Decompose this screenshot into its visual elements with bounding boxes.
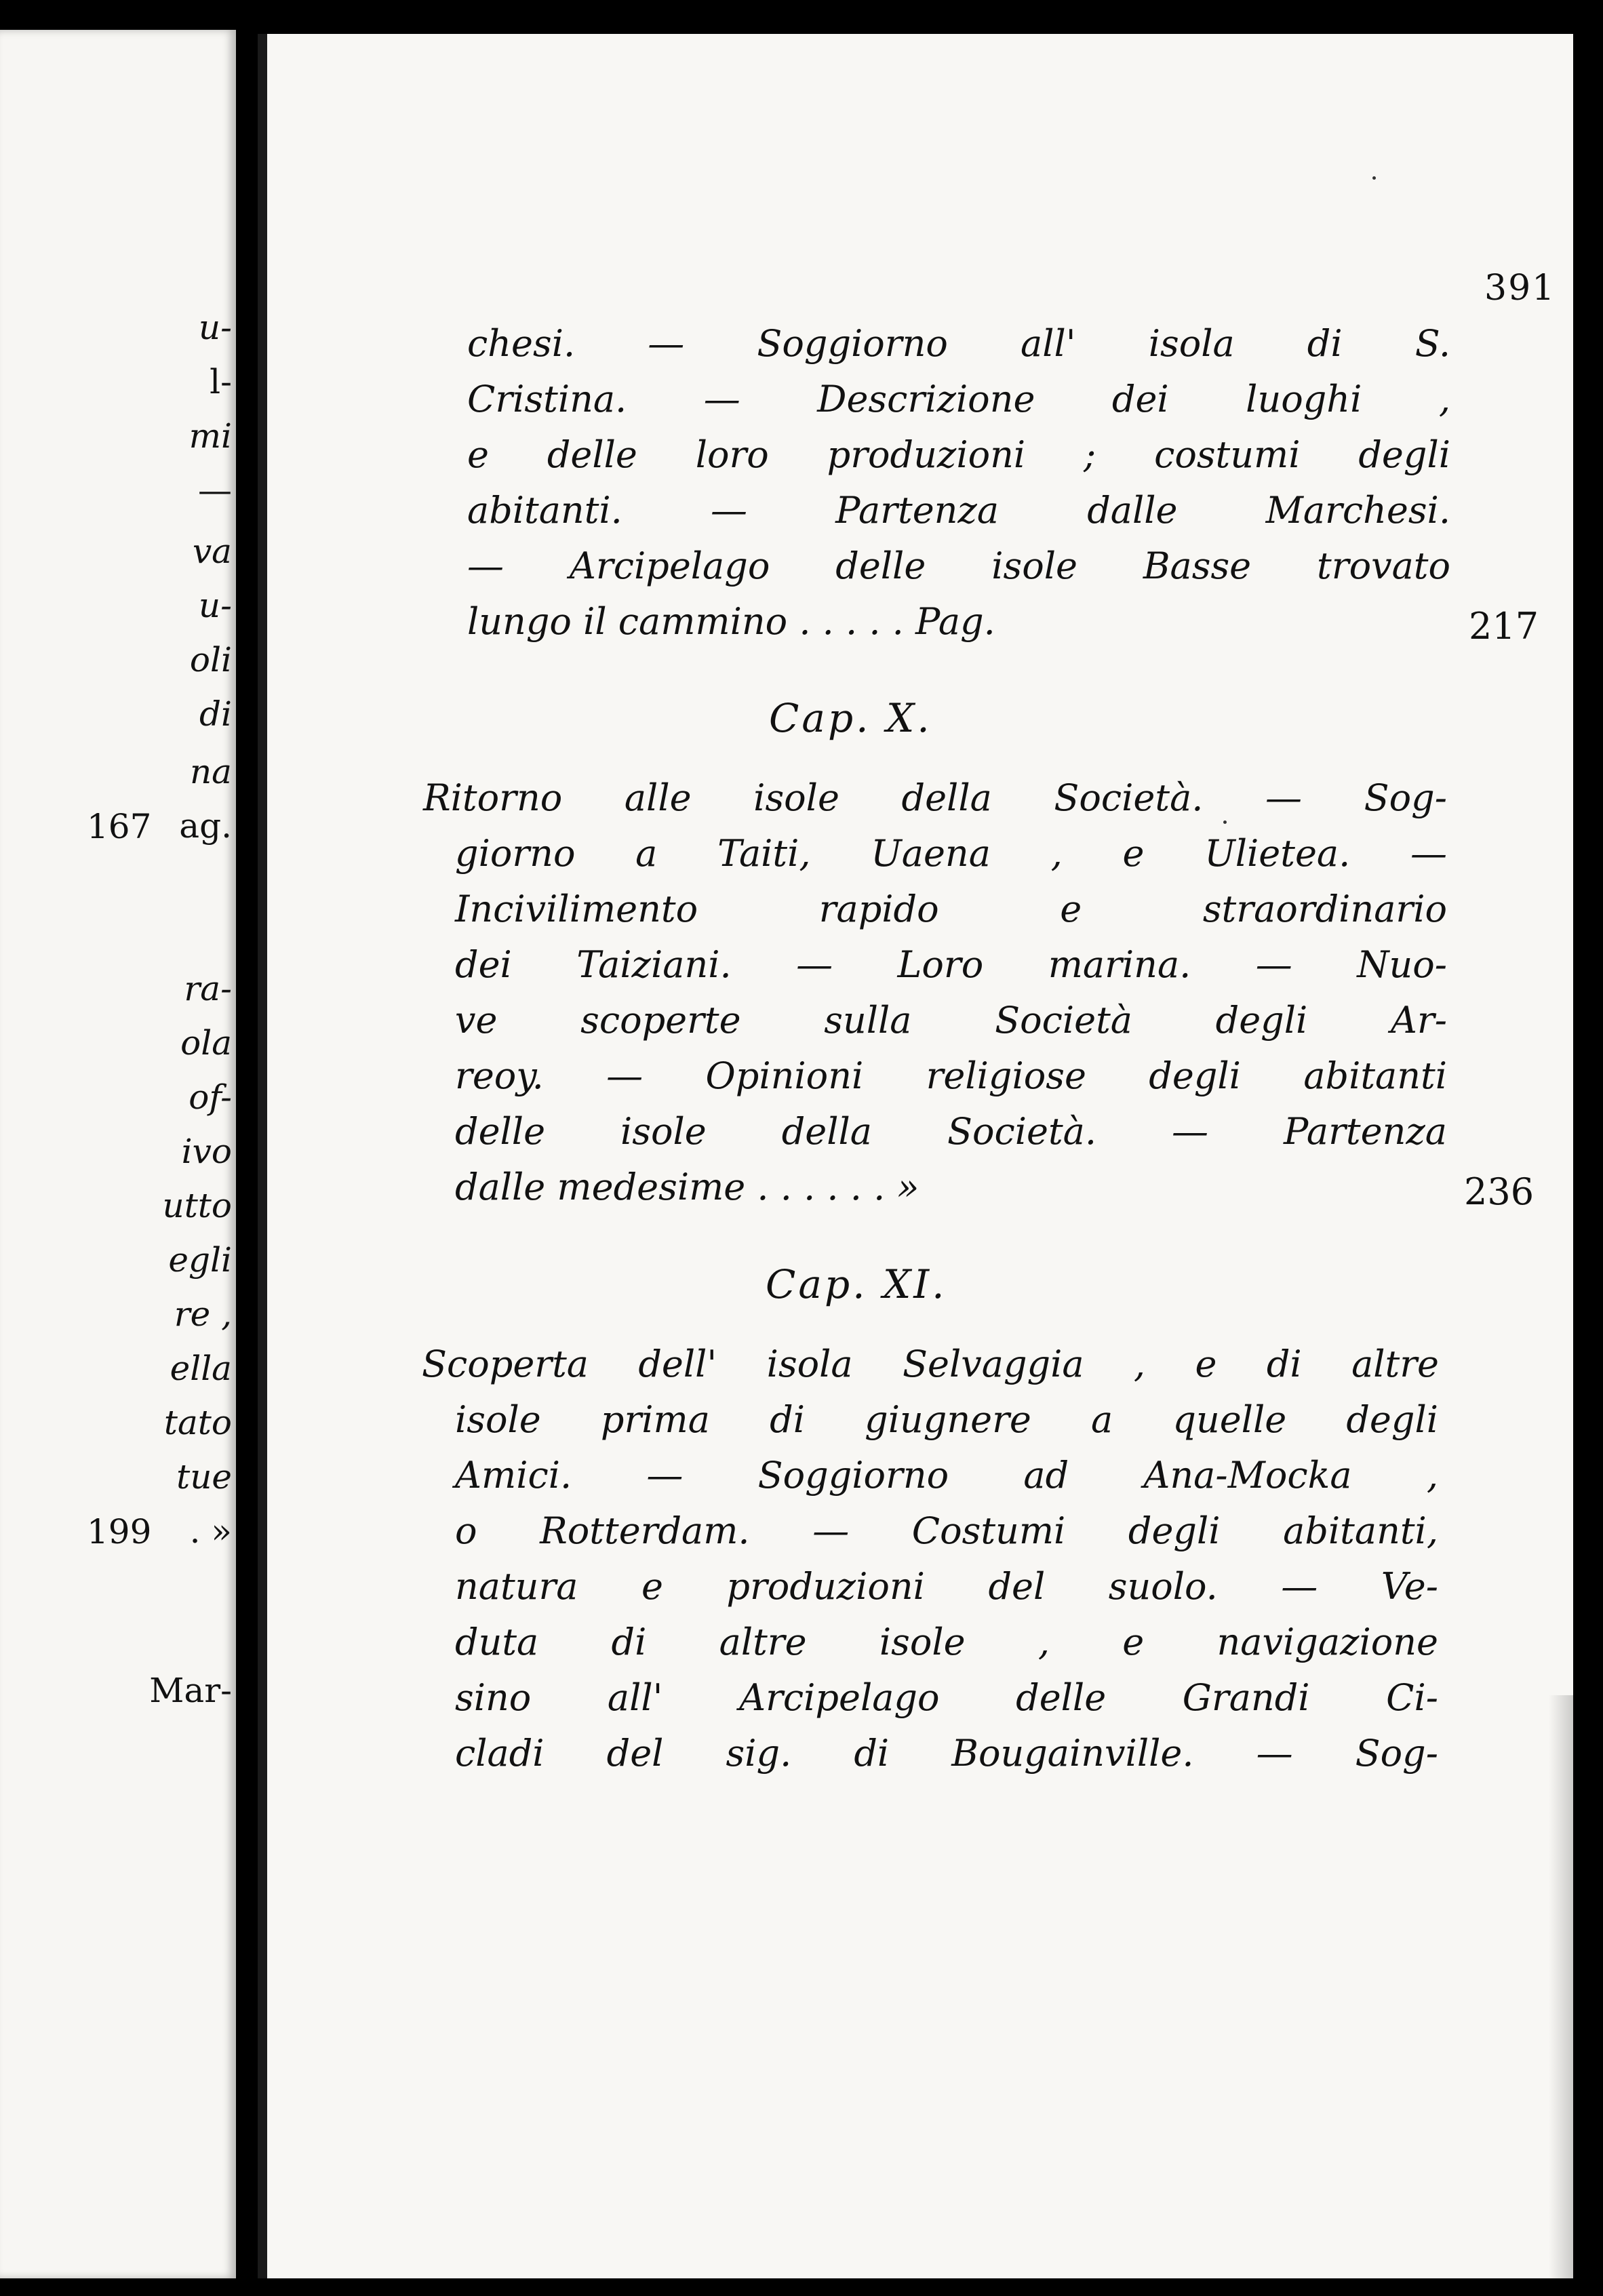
page-reference: 217 xyxy=(1469,605,1539,648)
toc-line: — Arcipelago delle isole Basse trovato xyxy=(467,545,1450,587)
left-line: tue xyxy=(176,1457,232,1497)
left-line: na xyxy=(189,752,232,791)
toc-line: Ritorno alle isole della Società. — Sog- xyxy=(423,776,1447,819)
left-line: egli xyxy=(168,1240,232,1280)
toc-line: Incivilimento rapido e straordinario xyxy=(455,888,1447,930)
left-line: ivo xyxy=(181,1132,232,1171)
toc-line: isole prima di giugnere a quelle degli xyxy=(455,1398,1438,1441)
toc-line: ve scoperte sulla Società degli Ar- xyxy=(455,999,1447,1042)
toc-line: sino all' Arcipelago delle Grandi Ci- xyxy=(455,1676,1438,1719)
toc-line: chesi. — Soggiorno all' isola di S. xyxy=(467,322,1450,365)
toc-line: giorno a Taiti, Uaena , e Ulietea. — xyxy=(455,832,1447,875)
left-line: va xyxy=(192,532,232,571)
left-line: ola xyxy=(180,1023,232,1063)
toc-line: dei Taiziani. — Loro marina. — Nuo- xyxy=(455,943,1447,986)
toc-line: dalle medesime . . . . . . » xyxy=(455,1166,919,1208)
chapter-heading: Cap. XI. xyxy=(766,1261,947,1307)
left-page xyxy=(0,30,236,2278)
left-line: ag. xyxy=(179,806,232,846)
left-line: — xyxy=(198,471,232,510)
left-page-reference: 199 xyxy=(87,1512,152,1551)
left-line: ra- xyxy=(184,969,232,1008)
toc-line: reoy. — Opinioni religiose degli abitanti xyxy=(455,1054,1447,1097)
paper-speck xyxy=(1372,176,1376,180)
chapter-heading: Cap. X. xyxy=(769,695,932,741)
toc-line: Amici. — Soggiorno ad Ana-Mocka , xyxy=(455,1454,1438,1497)
page-reference: 236 xyxy=(1464,1170,1535,1213)
left-line: mi xyxy=(189,416,232,456)
toc-line: Cristina. — Descrizione dei luoghi , xyxy=(467,378,1450,420)
left-line: re , xyxy=(174,1294,232,1334)
left-line: tato xyxy=(163,1403,232,1442)
left-line: oli xyxy=(189,640,232,679)
left-line: l- xyxy=(210,362,232,401)
toc-line: Scoperta dell' isola Selvaggia , e di altre xyxy=(422,1343,1439,1385)
toc-line: e delle loro produzioni ; costumi degli xyxy=(467,433,1450,476)
toc-line: duta di altre isole , e navigazione xyxy=(455,1621,1438,1663)
page-number: 391 xyxy=(1484,268,1556,309)
left-line: ella xyxy=(170,1349,232,1388)
left-line: Mar- xyxy=(149,1671,232,1710)
scan-border-right xyxy=(1573,27,1603,2296)
scan-border-top xyxy=(0,0,1603,30)
right-page xyxy=(258,34,1589,2278)
paper-speck xyxy=(1223,820,1227,824)
toc-line: cladi del sig. di Bougainville. — Sog- xyxy=(455,1732,1438,1775)
toc-line: lungo il cammino . . . . . Pag. xyxy=(467,600,995,643)
left-line: . » xyxy=(189,1511,232,1551)
scan-border-bottom xyxy=(0,2278,1603,2296)
toc-line: abitanti. — Partenza dalle Marchesi. xyxy=(467,489,1450,532)
left-line: utto xyxy=(162,1186,232,1225)
left-line: of- xyxy=(189,1077,232,1117)
left-line: di xyxy=(199,694,232,734)
toc-line: delle isole della Società. — Partenza xyxy=(455,1110,1447,1153)
left-line: u- xyxy=(198,308,232,347)
toc-line: o Rotterdam. — Costumi degli abitanti, xyxy=(455,1509,1438,1552)
left-line: u- xyxy=(198,586,232,625)
toc-line: natura e produzioni del suolo. — Ve- xyxy=(455,1565,1438,1608)
left-page-reference: 167 xyxy=(87,807,152,846)
